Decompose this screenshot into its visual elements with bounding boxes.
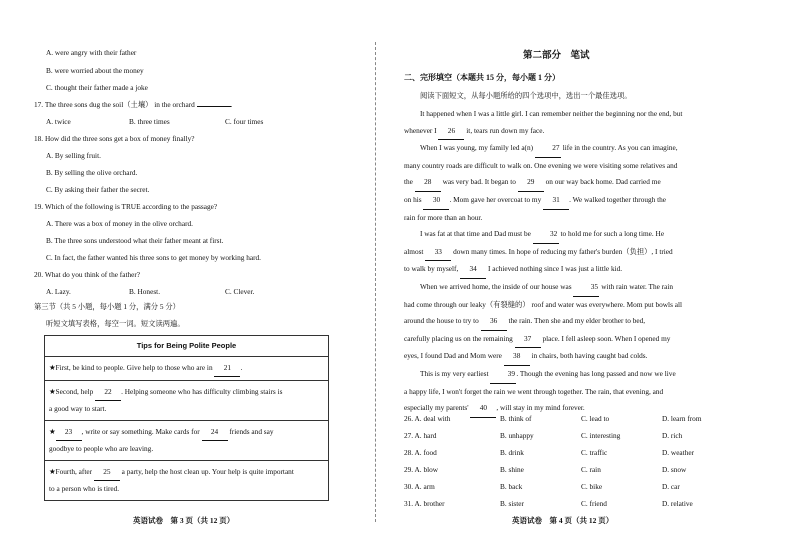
q16-option-a: A. were angry with their father xyxy=(46,48,137,57)
option-a: 29. A. blow xyxy=(404,465,439,474)
passage-line: I was fat at that time and Dad must be 32 to hold me for such a long time. He xyxy=(404,226,714,244)
tips-row-3: ★ 23 , write or say something. Make cards for 24 friends and say goodbye to people who are leaving. xyxy=(45,421,329,461)
option-c: C. lead to xyxy=(581,414,610,423)
q17-option-b: B. three times xyxy=(129,117,170,126)
option-c: C. friend xyxy=(581,499,607,508)
q17-options xyxy=(46,117,263,126)
option-d: D. learn from xyxy=(662,414,702,423)
option-b: B. think of xyxy=(500,414,532,423)
right-footer: 英语试卷 第 4 页（共 12 页） xyxy=(512,516,614,525)
passage-line: around the house to try to 36 the rain. Then she and my elder brother to bed, xyxy=(404,313,714,331)
option-a: 30. A. arm xyxy=(404,482,435,491)
blank-37: 37 xyxy=(515,331,541,349)
q16-option-b: B. were worried about the money xyxy=(46,66,144,75)
blank-24: 24 xyxy=(202,424,228,441)
q17-stem: 17. The three sons dug the soil（土壤） in the orchard . xyxy=(34,100,233,109)
cloze-instruction: 阅读下面短文，从每小题所给的四个选项中，选出一个最佳选项。 xyxy=(420,91,632,100)
option-b: B. drink xyxy=(500,448,524,457)
tips-title: Tips for Being Polite People xyxy=(45,336,329,357)
option-row-29 xyxy=(404,465,686,474)
option-d: D. rich xyxy=(662,431,683,440)
passage-line: eyes, I found Dad and Mom were 38 in chairs, both having caught bad colds. xyxy=(404,348,714,366)
passage-line: When I was young, my family led a(n) 27 life in the country. As you can imagine, xyxy=(404,140,714,158)
section3-instruction: 听短文填写表格，每空一词。短文读两遍。 xyxy=(46,319,185,328)
passage-line: had come through our leaky（有裂缝的） roof and water was everywhere. Mom put bowls all xyxy=(404,299,683,309)
option-a: 28. A. food xyxy=(404,448,437,457)
option-d: D. weather xyxy=(662,448,695,457)
passage-line: almost 33 down many times. In hope of reducing my father's burden（负担）, I tried xyxy=(404,244,714,262)
option-a: 31. A. brother xyxy=(404,499,445,508)
q17-option-c: C. four times xyxy=(225,117,264,126)
passage-line: to walk by myself, 34 I achieved nothing since I was just a little kid. xyxy=(404,261,714,279)
option-a: 26. A. deal with xyxy=(404,414,451,423)
option-b: B. back xyxy=(500,482,523,491)
passage-line: This is my very earliest 39. Though the evening has long passed and now we live xyxy=(404,366,714,384)
blank-31: 31 xyxy=(543,192,569,210)
page-divider xyxy=(375,42,376,522)
blank-26: 26 xyxy=(438,123,464,141)
left-footer: 英语试卷 第 3 页（共 12 页） xyxy=(133,516,235,525)
q20-option-a: A. Lazy. xyxy=(46,287,71,296)
passage-line: the 28 was very bad. It began to 29 on our way back home. Dad carried me xyxy=(404,174,714,192)
blank-27: 27 xyxy=(535,140,561,158)
option-c: C. interesting xyxy=(581,431,621,440)
tips-table xyxy=(44,335,329,501)
q19-option-a: A. There was a box of money in the olive orchard. xyxy=(46,219,193,228)
q18-option-b: B. By selling the olive orchard. xyxy=(46,168,138,177)
blank-34: 34 xyxy=(460,261,486,279)
passage-line: a happy life, I won't forget the rain we went through together. The rain, that evening, and xyxy=(404,386,664,396)
option-b: B. unhappy xyxy=(500,431,534,440)
q16-option-c: C. thought their father made a joke xyxy=(46,83,148,92)
option-row-27 xyxy=(404,431,682,440)
tips-row-2: ★Second, help 22 . Helping someone who has difficulty climbing stairs is a good way to start. xyxy=(45,381,329,421)
passage-line: rain for more than an hour. xyxy=(404,212,483,222)
passage-line: many country roads are difficult to walk on. One evening we were visiting some relatives and xyxy=(404,160,678,170)
left-page xyxy=(0,0,372,560)
q19-stem: 19. Which of the following is TRUE according to the passage? xyxy=(34,202,218,211)
q18-option-c: C. By asking their father the secret. xyxy=(46,185,150,194)
option-b: B. shine xyxy=(500,465,524,474)
blank-32: 32 xyxy=(533,226,559,244)
passage-line: whenever I 26 it, tears run down my face. xyxy=(404,123,714,141)
option-d: D. car xyxy=(662,482,680,491)
option-b: B. sister xyxy=(500,499,524,508)
option-d: D. snow xyxy=(662,465,687,474)
blank-29: 29 xyxy=(518,174,544,192)
blank-23: 23 xyxy=(56,424,82,441)
q17-option-a: A. twice xyxy=(46,117,71,126)
q19-option-c: C. In fact, the father wanted his three sons to get money by working hard. xyxy=(46,253,261,262)
option-c: C. rain xyxy=(581,465,601,474)
option-row-28 xyxy=(404,448,694,457)
passage-line: It happened when I was a little girl. I can remember neither the beginning nor the end, but xyxy=(420,109,683,118)
blank-39: 39 xyxy=(490,366,516,384)
option-c: C. bike xyxy=(581,482,603,491)
passage-line: on his 30 . Mom gave her overcoat to my 31 . We walked together through the xyxy=(404,192,714,210)
blank-35: 35 xyxy=(573,279,599,297)
blank-33: 33 xyxy=(425,244,451,262)
q18-option-a: A. By selling fruit. xyxy=(46,151,101,160)
section3-title: 第三节（共 5 小题，每小题 1 分，满分 5 分） xyxy=(34,302,180,311)
passage-line: When we arrived home, the inside of our house was 35 with rain water. The rain xyxy=(404,279,714,297)
option-a: 27. A. hard xyxy=(404,431,437,440)
q19-option-b: B. The three sons understood what their father meant at first. xyxy=(46,236,224,245)
tips-row-1: ★First, be kind to people. Give help to those who are in 21 . xyxy=(45,357,329,381)
cloze-passage xyxy=(404,106,714,418)
cloze-section-title: 二、完形填空（本题共 15 分，每小题 1 分） xyxy=(404,73,560,82)
blank-25: 25 xyxy=(94,464,120,481)
blank-38: 38 xyxy=(504,348,530,366)
blank-28: 28 xyxy=(415,174,441,192)
q20-stem: 20. What do you think of the father? xyxy=(34,270,141,279)
option-row-26 xyxy=(404,414,702,423)
option-row-30 xyxy=(404,482,680,491)
passage-line: carefully placing us on the remaining 37 place. I fell asleep soon. When I opened my xyxy=(404,331,714,349)
passage-line: especially my parents' 40 , will stay in my mind forever. xyxy=(404,400,714,418)
q18-stem: 18. How did the three sons get a box of money finally? xyxy=(34,134,195,143)
q17-blank xyxy=(197,106,231,107)
q20-option-c: C. Clever. xyxy=(225,287,255,296)
blank-40: 40 xyxy=(470,400,496,418)
option-d: D. relative xyxy=(662,499,693,508)
blank-22: 22 xyxy=(95,384,121,401)
option-row-31 xyxy=(404,499,693,508)
blank-36: 36 xyxy=(481,313,507,331)
tips-row-4: ★Fourth, after 25 a party, help the host clean up. Your help is quite important to a person who is tired. xyxy=(45,461,329,501)
blank-21: 21 xyxy=(214,360,240,377)
option-c: C. traffic xyxy=(581,448,608,457)
q20-option-b: B. Honest. xyxy=(129,287,161,296)
blank-30: 30 xyxy=(423,192,449,210)
q20-options xyxy=(46,287,254,296)
part2-heading: 第二部分 笔试 xyxy=(523,51,590,61)
